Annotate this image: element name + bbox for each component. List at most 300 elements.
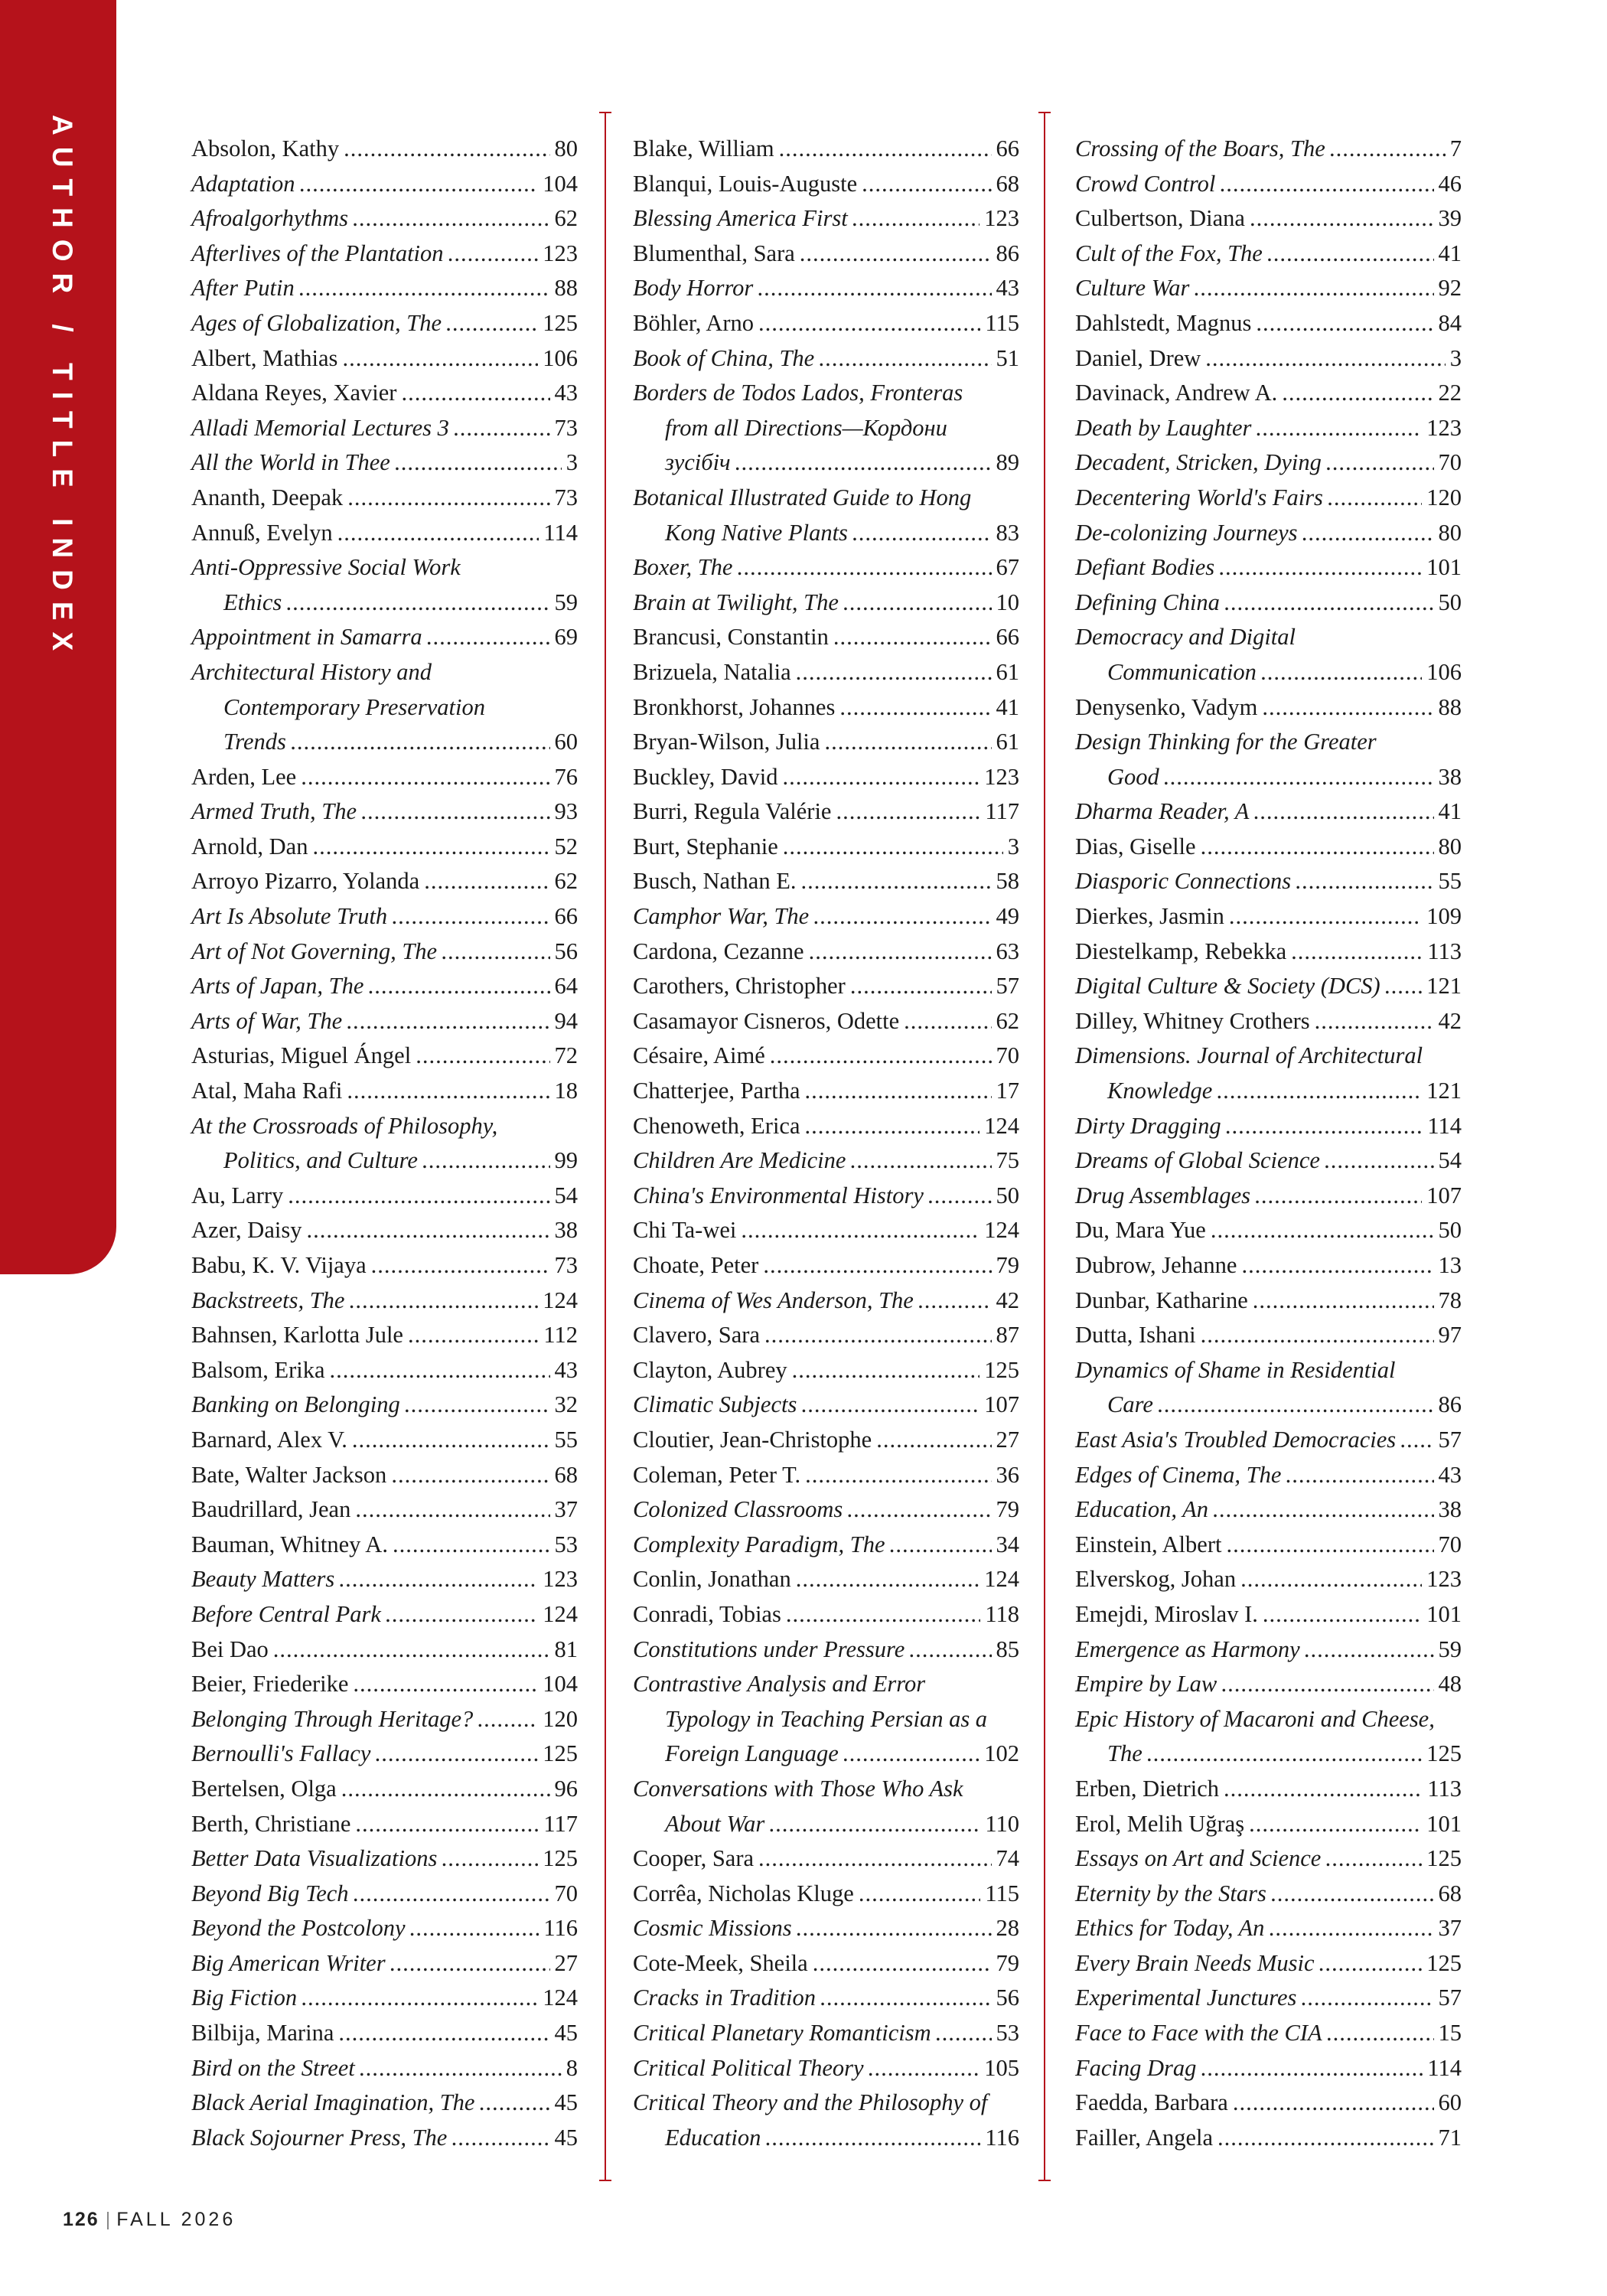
index-entry [1075,306,1462,341]
dot-leader [1328,481,1422,516]
entry-text: Erben, Dietrich [1075,1775,1220,1802]
dot-leader [936,2016,992,2051]
entry-page-number: 88 [554,275,578,302]
index-entry [1075,236,1462,272]
index-entry [191,969,578,1004]
entry-text: After Putin [191,275,295,302]
entry-text: Césaire, Aimé [633,1042,765,1069]
index-entry [191,1248,578,1283]
entry-text: Corrêa, Nicholas Kluge [633,1880,854,1906]
dot-leader [427,620,550,655]
dot-leader [843,1737,980,1772]
index-entry [191,550,578,620]
entry-page-number: 59 [554,589,578,615]
dot-leader [805,1074,992,1109]
entry-text: Bahnsen, Karlotta Jule [191,1322,403,1349]
index-entry [191,1074,578,1109]
dot-leader [1263,1597,1422,1632]
dot-leader [312,830,549,865]
entry-text: from all Directions—Кордони [665,414,947,441]
entry-page-number: 124 [984,1566,1019,1593]
entry-page-number: 36 [996,1461,1019,1488]
entry-text: Belonging Through Heritage? [191,1705,474,1732]
entry-page-number: 124 [543,1287,578,1313]
entry-text: Empire by Law [1075,1671,1217,1698]
dot-leader [355,1492,549,1528]
entry-page-number: 7 [1449,135,1462,161]
index-entry [1075,550,1462,585]
entry-page-number: 92 [1438,275,1462,302]
dot-leader [1256,306,1433,341]
entry-page-number: 41 [996,693,1019,720]
entry-page-number: 41 [1438,798,1462,825]
page-number: 126 [63,2209,99,2230]
dot-leader [741,1213,980,1248]
index-entry [191,1737,578,1772]
dot-leader [783,830,1003,865]
entry-page-number: 121 [1426,1078,1462,1104]
entry-page-number: 116 [543,1915,578,1942]
index-column-3 [1075,132,1462,2155]
entry-page-number: 57 [1438,1426,1462,1453]
index-entry [633,794,1019,830]
entry-text: Art Is Absolute Truth [191,903,388,930]
dot-leader [392,899,549,934]
entry-text: Davinack, Andrew A. [1075,380,1278,406]
entry-page-number: 125 [543,309,578,336]
entry-page-number: 125 [984,1356,1019,1383]
entry-text: Choate, Peter [633,1252,759,1278]
entry-text: Boxer, The [633,554,733,581]
entry-text: Du, Mara Yue [1075,1217,1206,1244]
index-entry [191,1458,578,1493]
dot-leader [765,2121,980,2156]
index-entry [1075,2016,1462,2051]
index-entry [191,481,578,516]
entry-text: Afroalgorhythms [191,205,349,232]
entry-text: Elverskog, Johan [1075,1566,1237,1593]
dot-leader [442,1841,538,1877]
entry-page-number: 3 [1449,344,1462,371]
entry-text: At the Crossroads of Philosophy, [191,1112,498,1139]
entry-page-number: 56 [554,938,578,964]
entry-page-number: 107 [984,1391,1019,1418]
entry-text: Experimental Junctures [1075,1985,1297,2011]
dot-leader [1220,167,1433,202]
entry-page-number: 110 [985,1810,1019,1837]
entry-page-number: 60 [554,729,578,755]
entry-text: Clavero, Sara [633,1322,760,1349]
entry-page-number: 38 [1438,1496,1462,1523]
entry-text: Dilley, Whitney Crothers [1075,1007,1310,1034]
index-entry [1075,1841,1462,1877]
dot-leader [876,1423,991,1458]
entry-text: Critical Planetary Romanticism [633,2020,931,2047]
dot-leader [442,934,549,970]
entry-text: Defining China [1075,589,1220,615]
entry-text: Death by Laughter [1075,414,1252,441]
index-entry [1075,585,1462,621]
index-entry [1075,1946,1462,1981]
entry-text: Clayton, Aubrey [633,1356,787,1383]
index-entry [1075,620,1462,690]
dot-leader [1147,1737,1423,1772]
dot-leader [796,655,992,690]
entry-text: Facing Drag [1075,2054,1197,2081]
entry-page-number: 114 [1427,2054,1462,2081]
entry-text: Contemporary Preservation [223,693,485,720]
entry-page-number: 81 [554,1636,578,1662]
dot-leader [1233,2086,1434,2121]
entry-text: Design Thinking for the Greater [1075,729,1377,755]
index-entry [1075,201,1462,236]
entry-text: Good [1107,763,1159,790]
entry-page-number: 50 [996,1182,1019,1208]
index-entry [1075,445,1462,481]
entry-page-number: 123 [543,240,578,266]
dot-leader [339,1562,538,1597]
entry-page-number: 48 [1438,1671,1462,1698]
entry-text: Dreams of Global Science [1075,1147,1320,1174]
dot-leader [1249,1807,1422,1842]
entry-page-number: 124 [984,1112,1019,1139]
entry-page-number: 115 [985,1880,1019,1906]
dot-leader [386,1597,538,1632]
entry-page-number: 60 [1438,2089,1462,2116]
index-entry [191,1841,578,1877]
entry-page-number: 123 [1426,1566,1462,1593]
index-entry [1075,1353,1462,1423]
dot-leader [1286,1458,1433,1493]
dot-leader [401,376,549,411]
dot-leader [1400,1423,1433,1458]
entry-page-number: 83 [996,519,1019,546]
entry-page-number: 96 [554,1775,578,1802]
entry-text: Bernoulli's Fallacy [191,1740,371,1767]
entry-page-number: 43 [554,1356,578,1383]
index-entry [1075,1004,1462,1039]
entry-text: Arroyo Pizarro, Yolanda [191,868,420,895]
index-entry [633,1388,1019,1423]
index-entry [1075,1423,1462,1458]
entry-page-number: 114 [1427,1112,1462,1139]
index-entry [1075,1492,1462,1528]
index-entry [191,1702,578,1737]
entry-text: Adaptation [191,170,295,197]
dot-leader [1302,516,1434,551]
dot-leader [273,1632,550,1668]
issue-label: FALL 2026 [116,2209,236,2230]
entry-text: Emejdi, Miroslav I. [1075,1600,1258,1627]
entry-page-number: 58 [996,868,1019,895]
index-entry [1075,969,1462,1004]
dot-leader [1219,550,1422,585]
entry-page-number: 66 [554,903,578,930]
entry-text: Beier, Friederike [191,1671,349,1698]
entry-text: Brizuela, Natalia [633,658,791,685]
index-entry [1075,1597,1462,1632]
entry-page-number: 43 [1438,1461,1462,1488]
entry-text: Carothers, Christopher [633,973,846,1000]
index-entry [633,1667,1019,1772]
entry-page-number: 66 [996,624,1019,651]
section-title: AUTHOR / TITLE INDEX [47,115,78,663]
index-entry [191,1562,578,1597]
index-entry [191,1318,578,1353]
entry-page-number: 125 [543,1845,578,1872]
entry-page-number: 28 [996,1915,1019,1942]
entry-text: Dynamics of Shame in Residential [1075,1356,1396,1383]
entry-page-number: 104 [543,170,578,197]
entry-page-number: 45 [554,2089,578,2116]
index-entry [191,1877,578,1912]
entry-text: Afterlives of the Plantation [191,240,444,266]
index-entry [633,376,1019,481]
entry-page-number: 57 [996,973,1019,1000]
entry-page-number: 53 [554,1531,578,1557]
dot-leader [1253,1283,1434,1319]
index-entry [633,1841,1019,1877]
dot-leader [1326,445,1434,481]
entry-text: Arden, Lee [191,763,297,790]
entry-text: Bertelsen, Olga [191,1775,337,1802]
index-entry [191,167,578,202]
dot-leader [347,1074,549,1109]
entry-text: Communication [1107,658,1257,685]
entry-page-number: 124 [984,1217,1019,1244]
entry-page-number: 123 [984,763,1019,790]
entry-page-number: 68 [554,1461,578,1488]
entry-text: About War [665,1810,765,1837]
dot-leader [1217,1074,1422,1109]
index-entry [633,1248,1019,1283]
entry-text: Complexity Paradigm, The [633,1531,885,1557]
dot-leader [1296,864,1433,899]
dot-leader [347,481,549,516]
entry-text: Backstreets, The [191,1287,345,1313]
entry-text: зусібіч [665,449,731,476]
entry-text: Democracy and Digital [1075,624,1296,651]
entry-page-number: 68 [996,170,1019,197]
entry-page-number: 120 [543,1705,578,1732]
dot-leader [375,1737,538,1772]
entry-text: Critical Political Theory [633,2054,864,2081]
index-entry [633,167,1019,202]
index-entry [1075,690,1462,726]
index-entry [633,236,1019,272]
column-divider [605,112,606,2181]
dot-leader [371,1248,550,1283]
dot-leader [805,1109,980,1144]
dot-leader [1315,1004,1434,1039]
entry-page-number: 62 [554,205,578,232]
dot-leader [1250,201,1434,236]
dot-leader [800,236,992,272]
dot-leader [355,1807,539,1842]
entry-page-number: 41 [1438,240,1462,266]
index-entry [191,1632,578,1668]
index-entry [1075,1702,1462,1772]
dot-leader [286,585,549,621]
index-entry [633,655,1019,690]
index-entry [1075,1143,1462,1179]
dot-leader [786,1597,981,1632]
entry-page-number: 123 [1426,414,1462,441]
footer-separator: | [105,2209,111,2230]
dot-leader [796,1562,980,1597]
index-entry [1075,1039,1462,1108]
index-entry [1075,1911,1462,1946]
entry-page-number: 125 [1426,1949,1462,1976]
entry-page-number: 17 [996,1078,1019,1104]
entry-page-number: 80 [1438,519,1462,546]
entry-page-number: 89 [996,449,1019,476]
page-footer [63,2209,236,2231]
entry-page-number: 114 [543,519,578,546]
index-entry [191,864,578,899]
index-entry [1075,376,1462,411]
entry-page-number: 94 [554,1007,578,1034]
dot-leader [1319,1946,1423,1981]
entry-text: Culbertson, Diana [1075,205,1245,232]
entry-text: Kong Native Plants [665,519,848,546]
index-entry [191,236,578,272]
entry-text: Arts of Japan, The [191,973,364,1000]
entry-text: Arnold, Dan [191,833,308,859]
entry-text: Before Central Park [191,1600,381,1627]
entry-text: Art of Not Governing, The [191,938,438,964]
index-entry [191,1039,578,1074]
dot-leader [1325,1143,1434,1179]
index-entry [633,725,1019,760]
entry-text: East Asia's Troubled Democracies [1075,1426,1397,1453]
entry-text: Busch, Nathan E. [633,868,797,895]
entry-text: Asturias, Miguel Ángel [191,1042,412,1069]
entry-text: Brain at Twilight, The [633,589,839,615]
dot-leader [408,1318,539,1353]
entry-page-number: 76 [554,763,578,790]
entry-text: Emergence as Harmony [1075,1636,1300,1662]
dot-leader [352,1423,550,1458]
index-entry [1075,481,1462,516]
entry-page-number: 124 [543,1985,578,2011]
entry-page-number: 53 [996,2020,1019,2047]
index-entry [633,1109,1019,1144]
dot-leader [1229,899,1422,934]
index-entry [633,271,1019,306]
entry-page-number: 57 [1438,1985,1462,2011]
index-entry [633,934,1019,970]
index-entry [633,1877,1019,1912]
entry-text: Crossing of the Boars, The [1075,135,1325,161]
dot-leader [1241,1248,1433,1283]
index-entry [633,1143,1019,1179]
index-entry [633,620,1019,655]
dot-leader [302,1981,538,2016]
entry-page-number: 116 [985,2124,1019,2151]
entry-page-number: 125 [543,1740,578,1767]
index-entry [1075,341,1462,377]
entry-text: Blumenthal, Sara [633,240,795,266]
entry-page-number: 72 [554,1042,578,1069]
entry-text: Einstein, Albert [1075,1531,1222,1557]
index-entry [191,1004,578,1039]
index-entry [191,376,578,411]
entry-text: Better Data Visualizations [191,1845,438,1872]
dot-leader [410,1911,539,1946]
dot-leader [850,1143,991,1179]
entry-text: Decadent, Stricken, Dying [1075,449,1322,476]
entry-text: Dutta, Ishani [1075,1322,1196,1349]
entry-text: Care [1107,1391,1153,1418]
entry-page-number: 66 [996,135,1019,161]
entry-text: Baudrillard, Jean [191,1496,351,1523]
entry-text: Education [665,2124,761,2151]
dot-leader [393,1528,550,1563]
dot-leader [928,1179,992,1214]
entry-text: Denysenko, Vadym [1075,693,1258,720]
index-entry [191,1492,578,1528]
dot-leader [918,1283,992,1319]
entry-text: Colonized Classrooms [633,1496,843,1523]
entry-page-number: 22 [1438,380,1462,406]
entry-page-number: 42 [1438,1007,1462,1034]
entry-page-number: 115 [985,309,1019,336]
entry-text: Contrastive Analysis and Error [633,1671,926,1698]
entry-text: Education, An [1075,1496,1208,1523]
entry-text: Erol, Melih Uğraş [1075,1810,1245,1837]
entry-page-number: 43 [554,380,578,406]
entry-text: Conradi, Tobias [633,1600,781,1627]
entry-page-number: 63 [996,938,1019,964]
index-entry [633,1458,1019,1493]
entry-text: Camphor War, The [633,903,810,930]
entry-page-number: 73 [554,1252,578,1278]
entry-page-number: 118 [985,1600,1019,1627]
entry-text: Big Fiction [191,1985,298,2011]
entry-page-number: 80 [554,135,578,161]
entry-page-number: 46 [1438,170,1462,197]
entry-text: Annuß, Evelyn [191,519,333,546]
entry-page-number: 97 [1438,1322,1462,1349]
dot-leader [338,2016,549,2051]
entry-text: Banking on Belonging [191,1391,400,1418]
dot-leader [405,1388,550,1423]
entry-page-number: 113 [1427,938,1462,964]
dot-leader [288,1179,549,1214]
dot-leader [820,1981,992,2016]
dot-leader [353,1667,538,1702]
dot-leader [847,1492,991,1528]
entry-page-number: 70 [1438,449,1462,476]
entry-text: Dubrow, Jehanne [1075,1252,1237,1278]
dot-leader [395,445,562,481]
entry-page-number: 55 [1438,868,1462,895]
dot-leader [299,271,550,306]
entry-text: Beyond the Postcolony [191,1915,406,1942]
dot-leader [819,341,991,377]
dot-leader [737,550,991,585]
dot-leader [1291,934,1423,970]
index-entry [191,1667,578,1702]
entry-text: Dirty Dragging [1075,1112,1221,1139]
entry-text: Buckley, David [633,763,778,790]
dot-leader [1201,2051,1423,2086]
index-entry [633,132,1019,167]
index-entry [191,1772,578,1807]
index-entry [633,1353,1019,1388]
index-entry [191,201,578,236]
